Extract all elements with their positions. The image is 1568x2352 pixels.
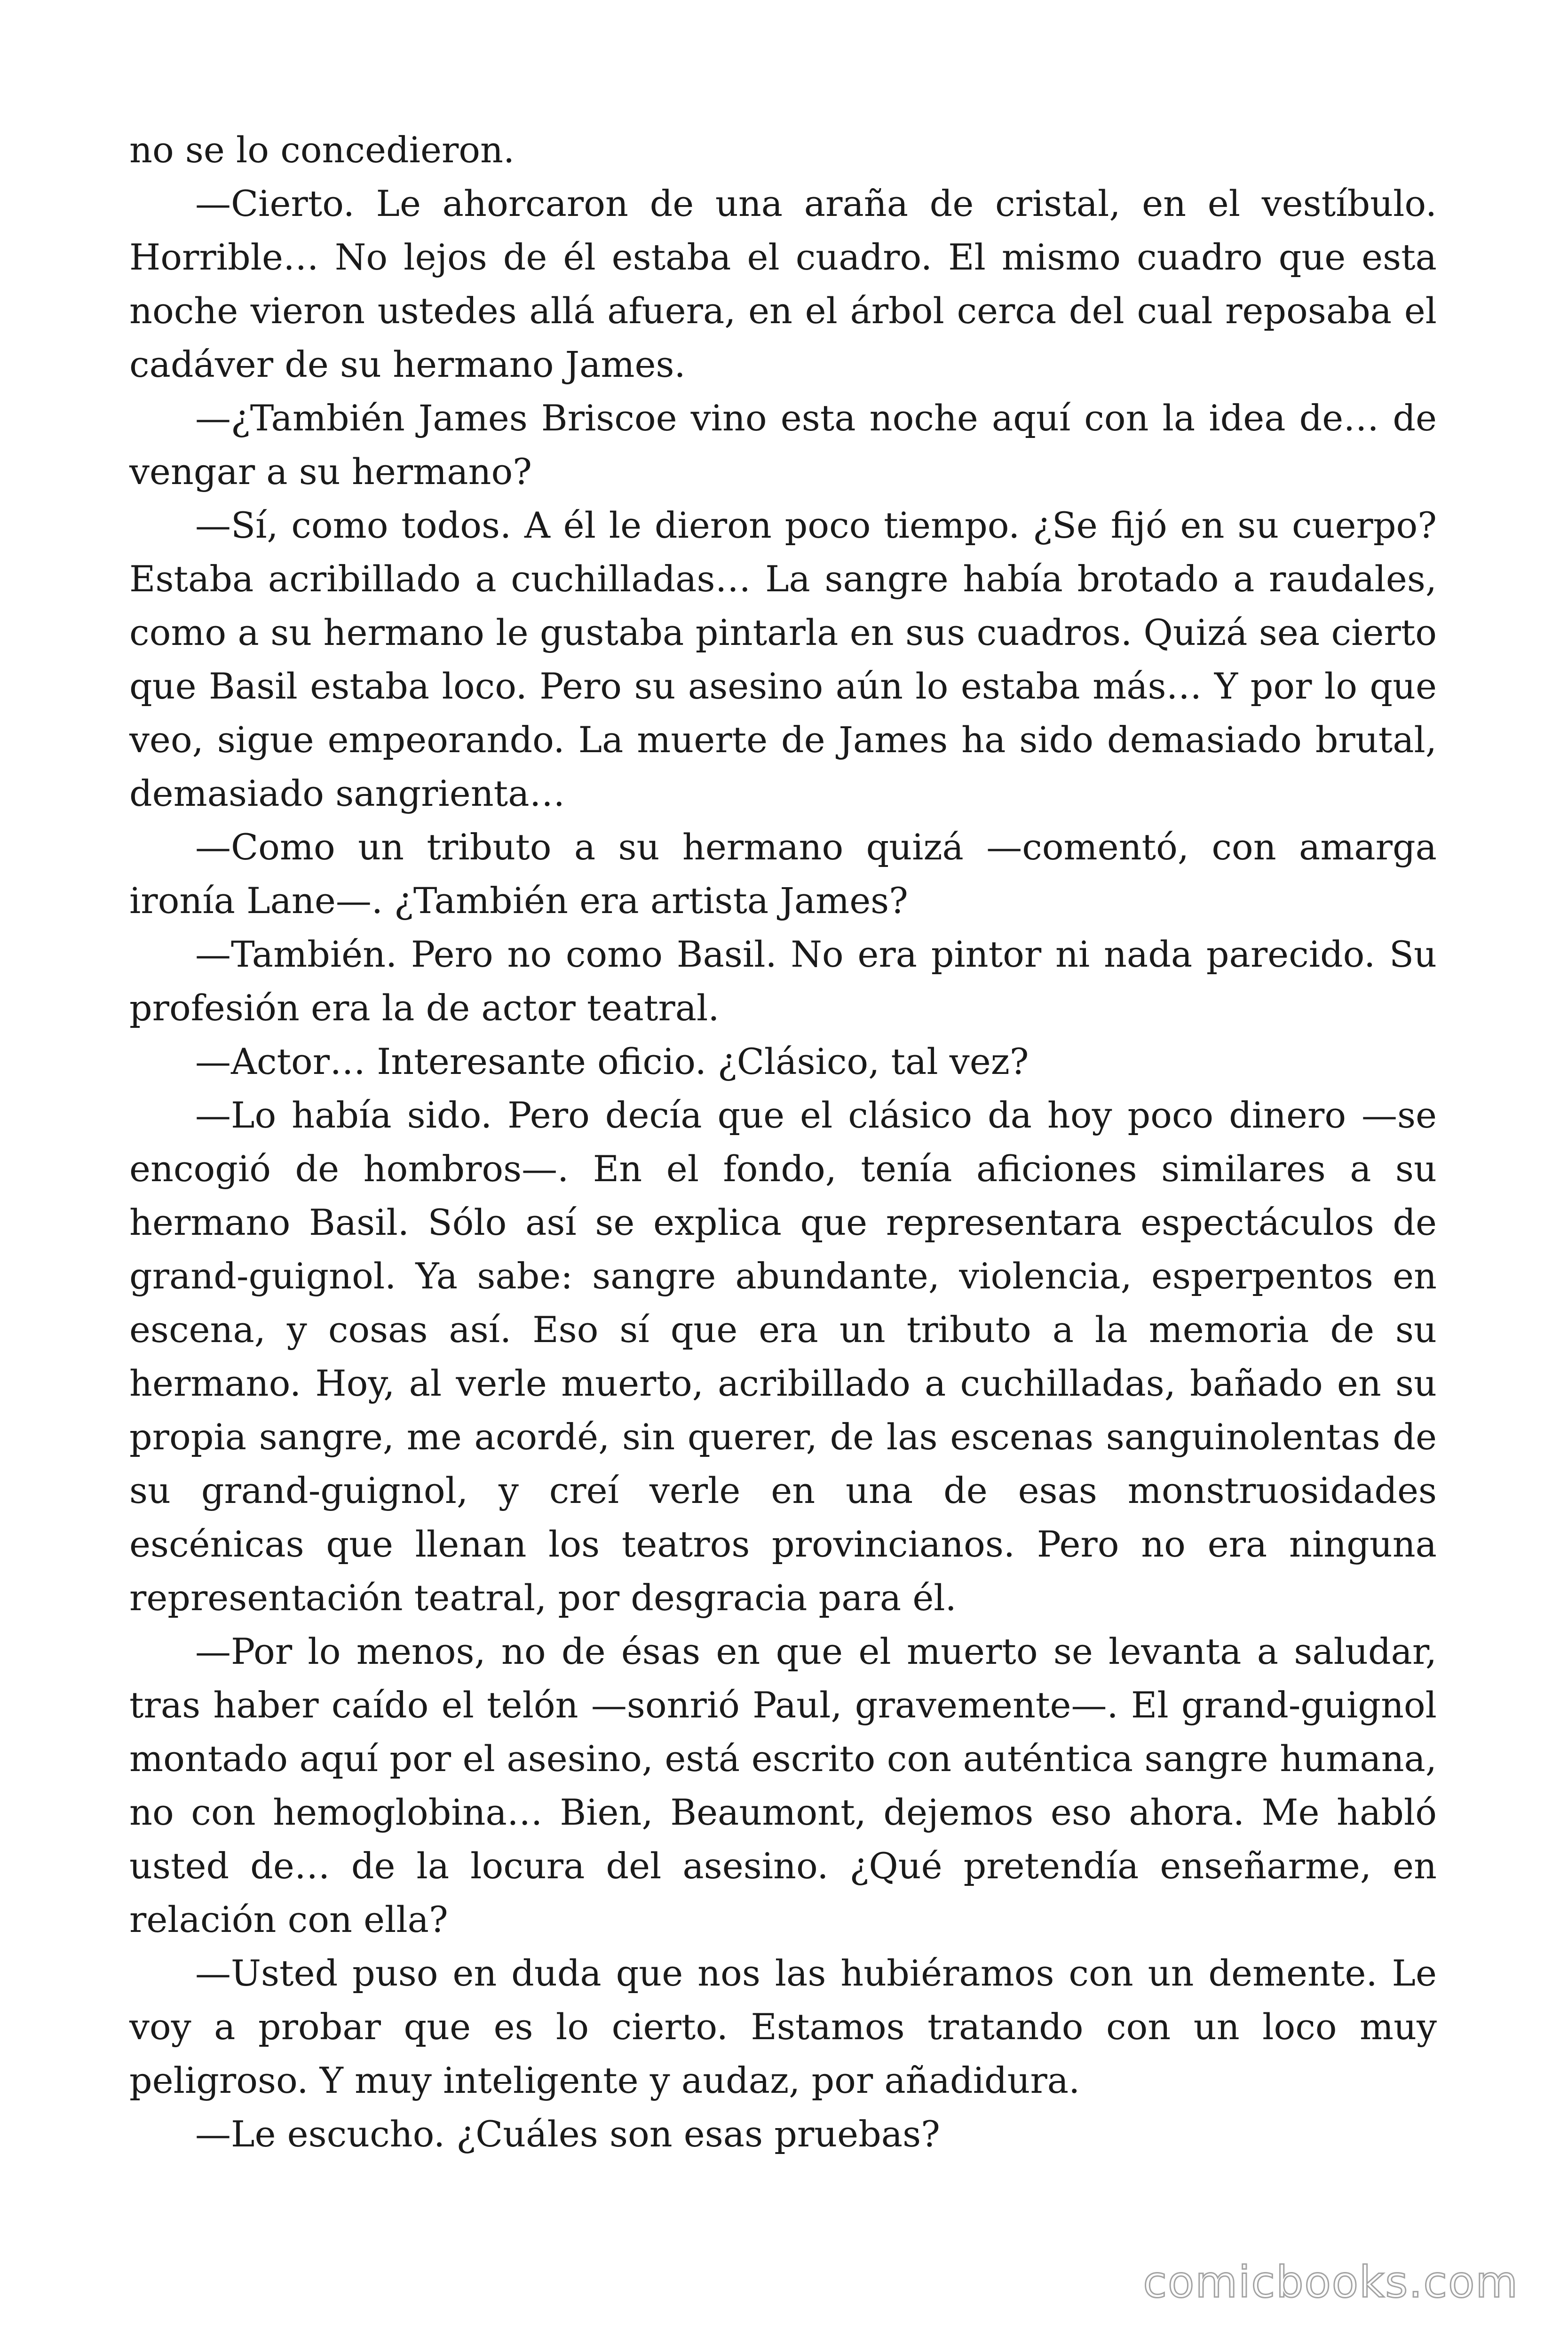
paragraph: —Cierto. Le ahorcaron de una araña de cristal, en el vestíbulo. Horrible… No lejos de él estaba el cuadro. El mismo cuadro que esta noche vieron ustedes allá afuera, en el árbol cerca del cual reposaba el cadáver de su hermano James. — [129, 183, 1437, 385]
paragraph: —Lo había sido. Pero decía que el clásico da hoy poco dinero —se encogió de hombros—. En el fondo, tenía aficiones similares a su hermano Basil. Sólo así se explica que representara espectáculos de grand-guignol. Ya sabe: sangre abundante, violencia, esperpentos en escena, y cosas así. Eso sí que era un tributo a la memoria de su hermano. Hoy, al verle muerto, acribillado a cuchilladas, bañado en su propia sangre, me acordé, sin querer, de las escenas sanguinolentas de su grand-guignol, y creí verle en una de esas monstruosidades escénicas que llenan los teatros provincianos. Pero no era ninguna representación teatral, por desgracia para él. — [129, 1094, 1437, 1619]
paragraph: no se lo concedieron. — [129, 129, 515, 171]
paragraph: —Por lo menos, no de ésas en que el muerto se levanta a saludar, tras haber caído el telón —sonrió Paul, gravemente—. El grand-guignol montado aquí por el asesino, está escrito con auténtica sangre humana, no con hemoglobina… Bien, Beaumont, dejemos eso ahora. Me habló usted de… de la locura del asesino. ¿Qué pretendía enseñarme, en relación con ella? — [129, 1630, 1437, 1940]
paragraph: —También. Pero no como Basil. No era pintor ni nada parecido. Su profesión era la de actor teatral. — [129, 933, 1437, 1029]
paragraph: —¿También James Briscoe vino esta noche aquí con la idea de… de vengar a su hermano? — [129, 397, 1437, 493]
watermark: comicbooks.com — [1143, 2257, 1519, 2307]
paragraph: —Usted puso en duda que nos las hubiéramos con un demente. Le voy a probar que es lo cierto. Estamos tratando con un loco muy peligroso. Y muy inteligente y audaz, por añadidura. — [129, 1952, 1437, 2101]
paragraph: —Sí, como todos. A él le dieron poco tiempo. ¿Se fijó en su cuerpo? Estaba acribillado a cuchilladas… La sangre había brotado a raudales, como a su hermano le gustaba pintarla en sus cuadros. Quizá sea cierto que Basil estaba loco. Pero su asesino aún lo estaba más… Y por lo que veo, sigue empeorando. La muerte de James ha sido demasiado brutal, demasiado sangrienta… — [129, 504, 1437, 814]
paragraph: —Como un tributo a su hermano quizá —comentó, con amarga ironía Lane—. ¿También era artista James? — [129, 826, 1437, 922]
paragraph: —Actor… Interesante oficio. ¿Clásico, tal vez? — [195, 1041, 1029, 1082]
paragraph: —Le escucho. ¿Cuáles son esas pruebas? — [195, 2113, 940, 2155]
book-page-text — [129, 123, 1437, 2161]
